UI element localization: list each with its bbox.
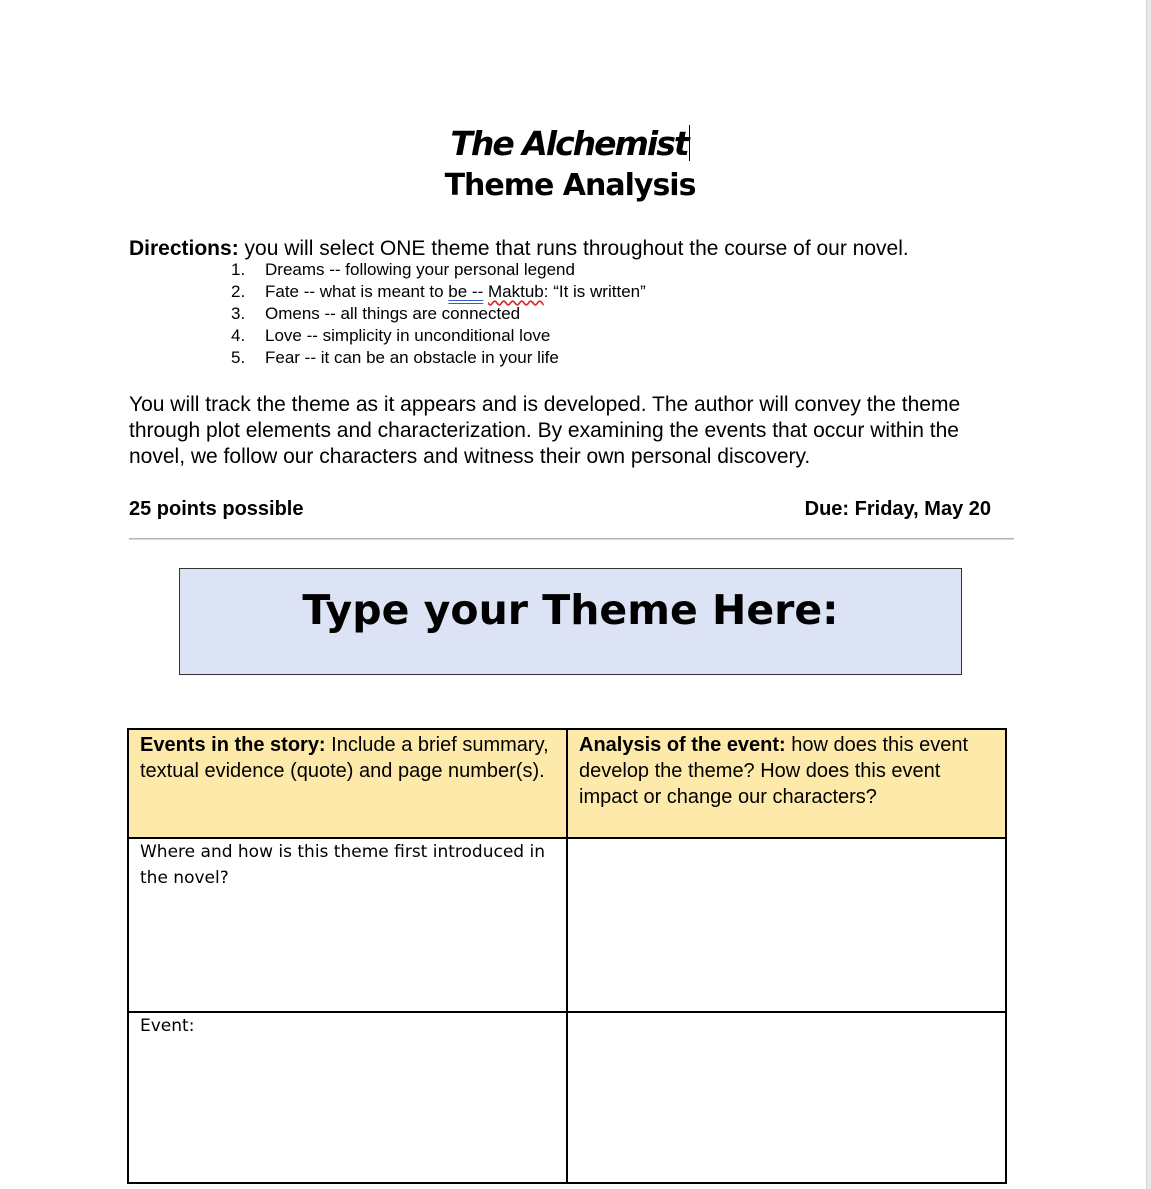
directions-label: Directions: — [129, 237, 239, 260]
analysis-cell[interactable] — [567, 838, 1006, 1012]
theme-item[interactable] — [228, 325, 646, 347]
theme-number: 4. — [231, 326, 246, 345]
theme-item[interactable] — [228, 281, 646, 303]
theme-text: Omens -- all things are connected — [265, 304, 521, 323]
spelling-flag[interactable]: Maktub — [488, 282, 544, 301]
theme-input-box[interactable]: Type your Theme Here: — [179, 568, 962, 675]
document-subtitle[interactable]: Theme Analysis — [444, 168, 696, 203]
event-cell[interactable]: Where and how is this theme first introduced in the novel? — [128, 838, 567, 1012]
theme-text: Love -- simplicity in unconditional love — [265, 326, 551, 345]
horizontal-divider — [129, 538, 1014, 540]
analysis-cell[interactable] — [567, 1012, 1006, 1183]
theme-number: 2. — [231, 282, 246, 301]
theme-text: Dreams -- following your personal legend — [265, 260, 575, 279]
directions-text: you will select ONE theme that runs throughout the course of our novel. — [238, 237, 909, 260]
instructions-paragraph[interactable]: You will track the theme as it appears and is developed. The author will convey the theme through plot elements and characterization. By examining the events that occur within the novel, we follow our characters and witness their own personal discovery. — [129, 393, 961, 468]
table-header-row — [128, 729, 1006, 838]
page-edge — [1146, 0, 1151, 1189]
theme-item[interactable] — [228, 347, 646, 369]
text-cursor — [689, 125, 690, 161]
grammar-flag[interactable]: be -- — [448, 282, 484, 301]
theme-item[interactable] — [228, 303, 646, 325]
theme-list — [228, 259, 646, 369]
analysis-column-header[interactable]: Analysis of the event: how does this event develop the theme? How does this event impact or change our characters? — [567, 729, 1006, 838]
table-row — [128, 838, 1006, 1012]
theme-number: 5. — [231, 348, 246, 367]
theme-text: Fear -- it can be an obstacle in your life — [265, 348, 559, 367]
event-cell[interactable]: Event: — [128, 1012, 567, 1183]
table-row — [128, 1012, 1006, 1183]
theme-item[interactable] — [228, 259, 646, 281]
due-date[interactable]: Due: Friday, May 20 — [804, 498, 991, 520]
theme-text: Fate -- what is meant to be -- Maktub: “It is written” — [265, 282, 646, 301]
theme-number: 3. — [231, 304, 246, 323]
document-title[interactable]: The Alchemist — [450, 124, 688, 163]
theme-number: 1. — [231, 260, 246, 279]
points-possible[interactable]: 25 points possible — [129, 498, 304, 520]
events-table — [127, 728, 1007, 1184]
events-column-header[interactable]: Events in the story: Include a brief summary, textual evidence (quote) and page number(s). — [128, 729, 567, 838]
